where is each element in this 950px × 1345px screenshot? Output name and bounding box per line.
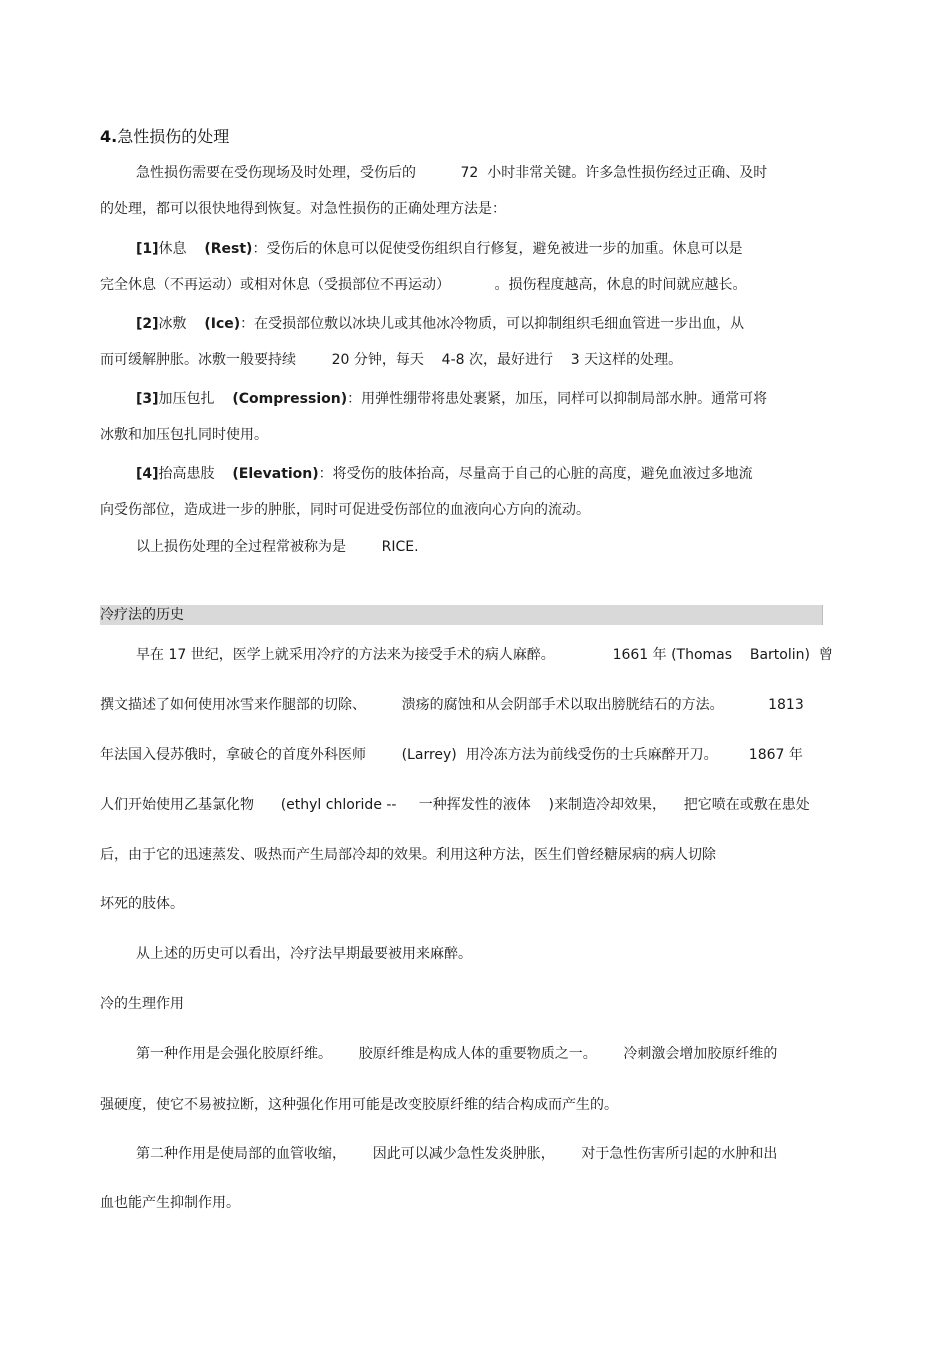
rice-compression-line-2: 冰敷和加压包扎同时使用。 (100, 427, 268, 443)
intro-line-2: 的处理，都可以很快地得到恢复。对急性损伤的正确处理方法是： (100, 201, 506, 217)
rice-elevation-en: (Elevation) (232, 466, 319, 482)
rice-rest-en: (Rest) (204, 241, 253, 257)
rice-ice-tag: [2] (136, 316, 159, 332)
physiology-first-line-1: 第一种作用是会强化胶原纤维。 胶原纤维是构成人体的重要物质之一。 冷刺激会增加胶原纤维的 (136, 1046, 778, 1062)
rice-elevation-line-2: 向受伤部位，造成进一步的肿胀，同时可促进受伤部位的血液向心方向的流动。 (100, 502, 590, 518)
history-conclusion: 从上述的历史可以看出，冷疗法早期最要被用来麻醉。 (136, 946, 472, 962)
rice-ice-text-1: ：在受损部位敷以冰块儿或其他冰冷物质，可以抑制组织毛细血管进一步出血，从 (240, 316, 745, 332)
history-line-4: 人们开始使用乙基氯化物 (ethyl chloride -- 一种挥发性的液体 )来制造冷却效果， 把它喷在或敷在患处 (100, 797, 810, 813)
history-line-3: 年法国入侵苏俄时，拿破仑的首度外科医师 (Larrey) 用冷冻方法为前线受伤的士兵麻醉开刀。 1867 年 (100, 747, 803, 763)
physiology-first-line-2: 强硬度，使它不易被拉断，这种强化作用可能是改变胶原纤维的结合构成而产生的。 (100, 1097, 618, 1113)
section-title: 急性损伤的处理 (117, 127, 230, 146)
history-line-1: 早在 17 世纪，医学上就采用冷疗的方法来为接受手术的病人麻醉。 1661 年 (Thomas Bartolin) 曾 (136, 647, 833, 663)
rice-ice-en: (Ice) (204, 316, 241, 332)
history-line-6: 坏死的肢体。 (100, 896, 184, 912)
rice-compression-name: 加压包扎 (158, 391, 233, 407)
rice-compression-text-1: ：用弹性绷带将患处裹紧，加压，同样可以抑制局部水肿。通常可将 (347, 391, 768, 407)
rice-ice-line-2: 而可缓解肿胀。冰敷一般要持续 20 分钟，每天 4-8 次，最好进行 3 天这样的处理。 (100, 352, 683, 368)
rice-rest-line-2: 完全休息（不再运动）或相对休息（受损部位不再运动） 。损伤程度越高，休息的时间就应越长。 (100, 277, 747, 293)
rice-elevation-text-1: ：将受伤的肢体抬高，尽量高于自己的心脏的高度，避免血液过多地流 (318, 466, 753, 482)
rice-ice-name: 冰敷 (158, 316, 205, 332)
physiology-second-line-1: 第二种作用是使局部的血管收缩， 因此可以减少急性发炎肿胀， 对于急性伤害所引起的水肿和出 (136, 1146, 778, 1162)
rice-rest-text-1: ：受伤后的休息可以促使受伤组织自行修复，避免被进一步的加重。休息可以是 (252, 241, 743, 257)
section-number: 4. (100, 127, 118, 146)
rice-rest-tag: [1] (136, 241, 159, 257)
physiology-second-line-2: 血也能产生抑制作用。 (100, 1195, 240, 1211)
rice-compression-tag: [3] (136, 391, 159, 407)
rice-compression-line-1 (136, 390, 767, 408)
history-line-2: 撰文描述了如何使用冰雪来作腿部的切除、 溃疡的腐蚀和从会阴部手术以取出膀胱结石的方法。 1813 (100, 697, 804, 713)
history-heading-bar (100, 605, 823, 625)
rice-ice-line-1 (136, 315, 744, 333)
rice-elevation-line-1 (136, 465, 753, 483)
history-line-5: 后，由于它的迅速蒸发、吸热而产生局部冷却的效果。利用这种方法，医生们曾经糖尿病的病人切除 (100, 847, 716, 863)
physiology-heading: 冷的生理作用 (100, 996, 184, 1012)
rice-summary: 以上损伤处理的全过程常被称为是 RICE. (136, 539, 419, 555)
rice-elevation-tag: [4] (136, 466, 159, 482)
rice-rest-name: 休息 (158, 241, 205, 257)
history-heading: 冷疗法的历史 (100, 607, 184, 623)
rice-rest-line-1 (136, 240, 742, 258)
rice-elevation-name: 抬高患肢 (158, 466, 233, 482)
rice-compression-en: (Compression) (232, 391, 348, 407)
intro-line-1: 急性损伤需要在受伤现场及时处理，受伤后的 72 小时非常关键。许多急性损伤经过正确、及时 (136, 165, 768, 181)
section-heading (100, 127, 229, 147)
